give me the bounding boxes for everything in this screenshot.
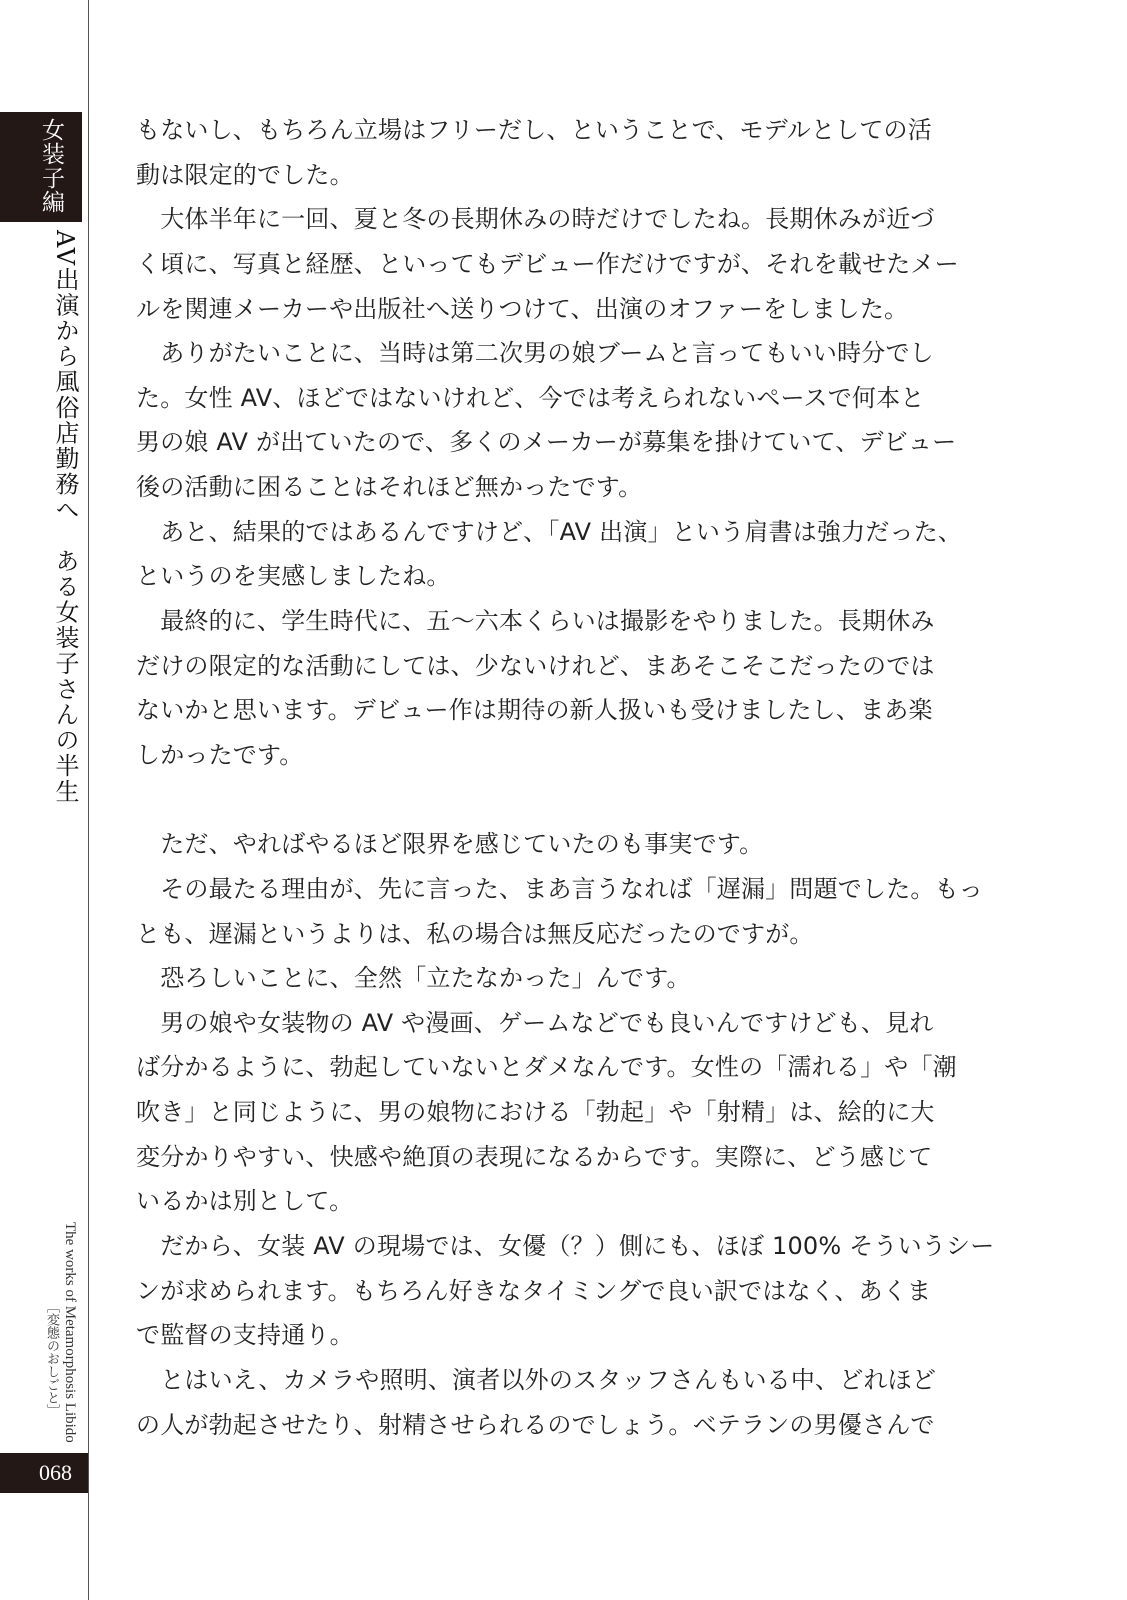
text-line: とはいえ、カメラや照明、演者以外のスタッフさんもいる中、どれほど xyxy=(136,1365,937,1394)
series-title-block xyxy=(44,1222,78,1443)
margin-divider-line xyxy=(88,0,89,1600)
paragraph-gap xyxy=(136,778,986,823)
body-text-part-2 xyxy=(136,822,995,1447)
page-number: 068 xyxy=(0,1453,88,1493)
text-line: 大体半年に一回、夏と冬の長期休みの時だけでしたね。長期休みが近づ xyxy=(136,205,935,234)
text-line: 男の娘や女装物の AV や漫画、ゲームなどでも良いんですけども、見れ xyxy=(136,1008,934,1037)
text-line: 最終的に、学生時代に、五〜六本くらいは撮影をやりました。長期休み xyxy=(136,607,935,636)
text-line: だけの限定的な活動にしては、少ないけれど、まあそこそこだったのでは xyxy=(136,651,935,680)
series-subtitle: ［変態のおしごと］ xyxy=(45,1300,60,1417)
text-line: しかったです。 xyxy=(136,740,304,769)
text-line: 恐ろしいことに、全然「立たなかった」んです。 xyxy=(136,964,691,993)
chapter-title: AV出演から風俗店勤務へ ある女装子さんの半生 xyxy=(51,230,79,805)
text-line: とも、遅漏というよりは、私の場合は無反応だったのですが。 xyxy=(136,919,814,948)
body-text-part-1 xyxy=(136,108,986,778)
series-title: The works of Metamorphosis Libido xyxy=(62,1222,78,1443)
text-line: で監督の支持通り。 xyxy=(136,1321,354,1350)
text-line: ただ、やればやるほど限界を感じていたのも事実です。 xyxy=(136,830,764,859)
text-line: ンが求められます。もちろん好きなタイミングで良い訳ではなく、あくま xyxy=(136,1276,932,1305)
text-line: もないし、もちろん立場はフリーだし、ということで、モデルとしての活 xyxy=(136,116,932,144)
text-line: く頃に、写真と経歴、といってもデビュー作だけですが、それを載せたメー xyxy=(136,249,959,278)
section-label: 女装子編 xyxy=(38,118,64,214)
text-line: というのを実感しましたね。 xyxy=(136,562,451,591)
text-line: の人が勃起させたり、射精させられるのでしょう。ベテランの男優さんで xyxy=(136,1410,935,1439)
text-line: 変分かりやすい、快感や絶頂の表現になるからです。実際に、どう感じて xyxy=(136,1142,933,1171)
body-text xyxy=(136,108,995,1447)
text-line: その最たる理由が、先に言った、まあ言うなれば「遅漏」問題でした。もっ xyxy=(136,874,983,903)
text-line: 男の娘 AV が出ていたので、多くのメーカーが募集を掛けていて、デビュー xyxy=(136,428,957,457)
section-label-box xyxy=(0,112,82,222)
text-line: ば分かるように、勃起していないとダメなんです。女性の「濡れる」や「潮 xyxy=(136,1053,957,1082)
text-line: 吹き」と同じように、男の娘物における「勃起」や「射精」は、絵的に大 xyxy=(136,1098,935,1127)
text-line: だから、女装 AV の現場では、女優（？）側にも、ほぼ 100% そういうシー xyxy=(136,1232,995,1261)
text-line: あと、結果的ではあるんですけど、「AV 出演」という肩書は強力だった、 xyxy=(136,517,963,546)
text-line: ないかと思います。デビュー作は期待の新人扱いも受けましたし、まあ楽 xyxy=(136,696,933,725)
text-line: 後の活動に困ることはそれほど無かったです。 xyxy=(136,473,643,502)
text-line: ありがたいことに、当時は第二次男の娘ブームと言ってもいい時分でし xyxy=(136,339,934,368)
text-line: た。女性 AV、ほどではないけれど、今では考えられないペースで何本と xyxy=(136,383,925,412)
text-line: ルを関連メーカーや出版社へ送りつけて、出演のオファーをしました。 xyxy=(136,294,909,323)
text-line: 動は限定的でした。 xyxy=(136,160,354,189)
text-line: いるかは別として。 xyxy=(136,1187,354,1216)
